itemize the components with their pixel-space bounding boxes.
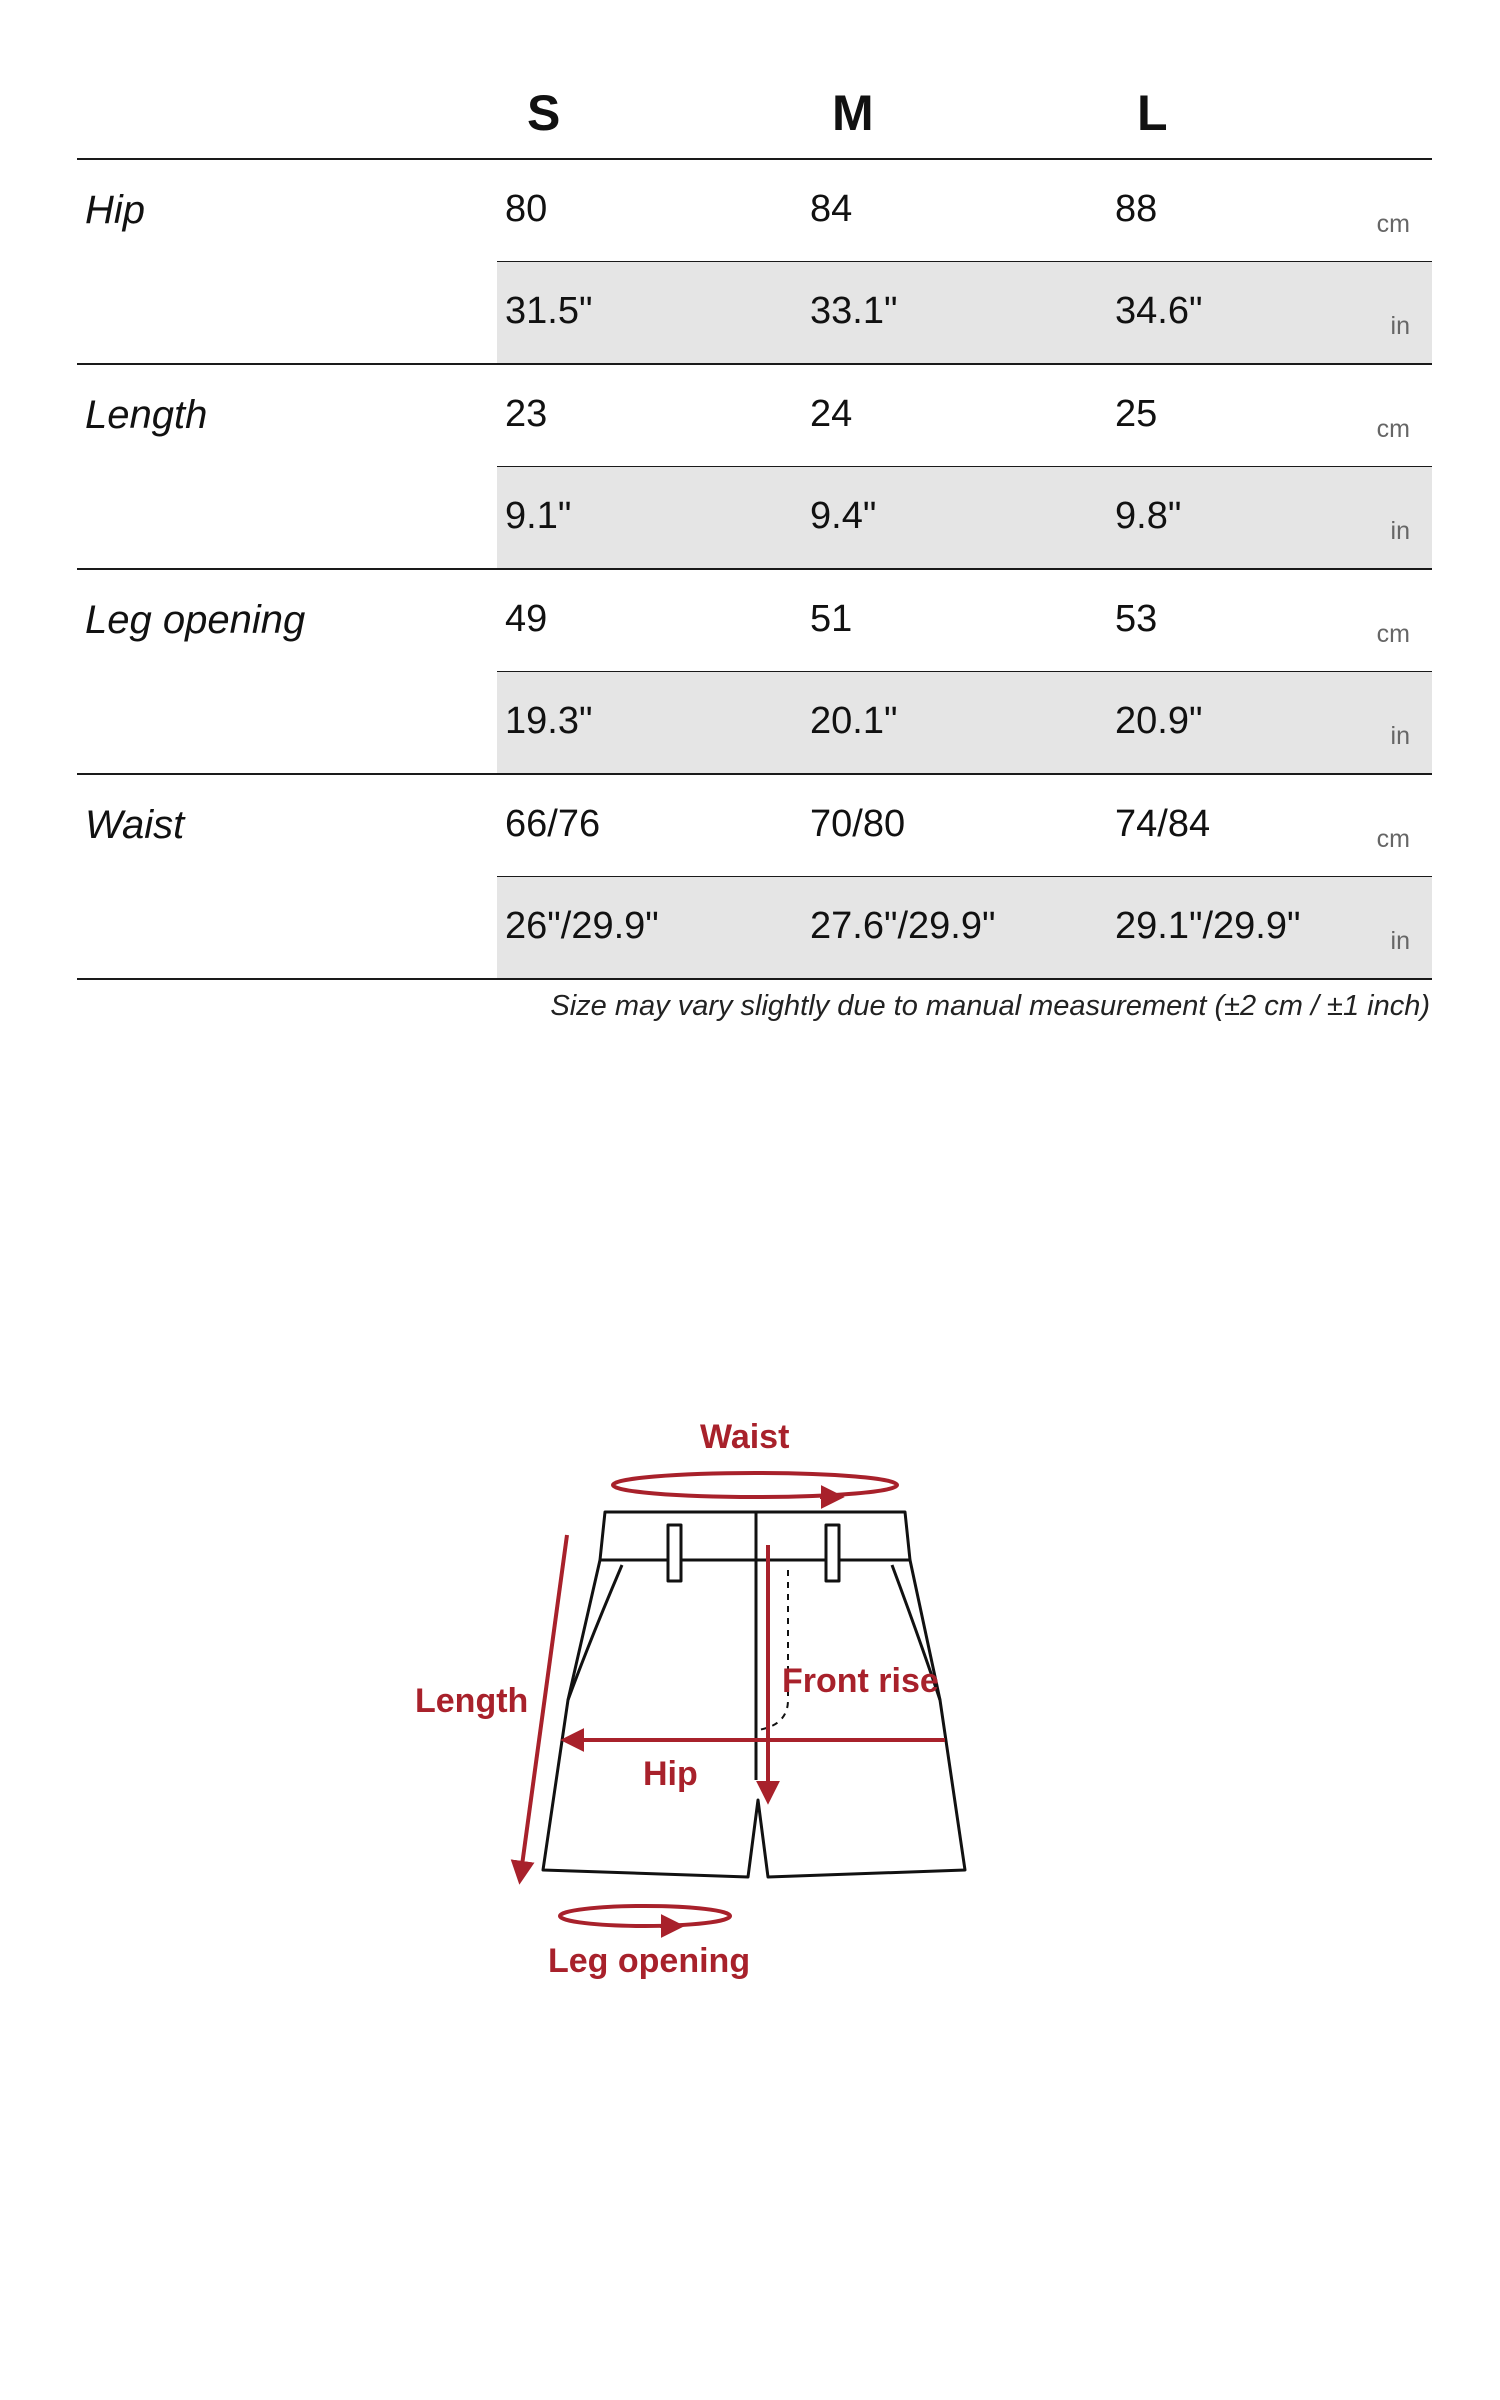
unit-cm: cm [1376,210,1410,238]
leg-opening-arrow-icon [560,1906,730,1926]
value-cell: 19.3" [505,700,593,742]
leg-opening-label: Leg opening [548,1942,751,1980]
unit-in: in [1390,517,1410,545]
unit-cm: cm [1376,620,1410,648]
value-cell: 20.1" [810,700,898,742]
value-cell: 24 [810,393,853,435]
value-cell: 34.6" [1115,290,1203,332]
value-cell: 9.1" [505,495,572,537]
size-header-l: L [1137,85,1168,141]
value-cell: 70/80 [810,803,906,845]
measurement-label: Hip [85,188,146,232]
unit-cm: cm [1376,825,1410,853]
value-cell: 33.1" [810,290,898,332]
unit-in: in [1390,312,1410,340]
size-header-m: M [832,85,874,141]
unit-in: in [1390,722,1410,750]
value-cell: 9.8" [1115,495,1182,537]
value-cell: 51 [810,598,853,640]
waist-arrow-icon [613,1473,897,1497]
value-cell: 31.5" [505,290,593,332]
unit-cm: cm [1376,415,1410,443]
measurement-label: Leg opening [85,598,306,642]
hip-label: Hip [643,1755,698,1793]
value-cell: 49 [505,598,548,640]
measurement-note: Size may vary slightly due to manual measurement (±2 cm / ±1 inch) [550,990,1430,1022]
front-rise-label: Front rise [782,1662,939,1700]
value-cell: 84 [810,188,853,230]
value-cell: 27.6"/29.9" [810,905,996,947]
value-cell: 29.1"/29.9" [1115,905,1301,947]
value-cell: 9.4" [810,495,877,537]
value-cell: 20.9" [1115,700,1203,742]
measurement-label: Length [85,393,208,437]
value-cell: 26"/29.9" [505,905,659,947]
value-cell: 74/84 [1115,803,1211,845]
waist-label: Waist [700,1418,790,1456]
value-cell: 80 [505,188,548,230]
length-label: Length [415,1682,529,1720]
value-cell: 88 [1115,188,1158,230]
measurement-label: Waist [85,803,185,847]
value-cell: 53 [1115,598,1158,640]
size-header-s: S [527,85,561,141]
value-cell: 23 [505,393,548,435]
value-cell: 25 [1115,393,1158,435]
value-cell: 66/76 [505,803,601,845]
unit-in: in [1390,927,1410,955]
